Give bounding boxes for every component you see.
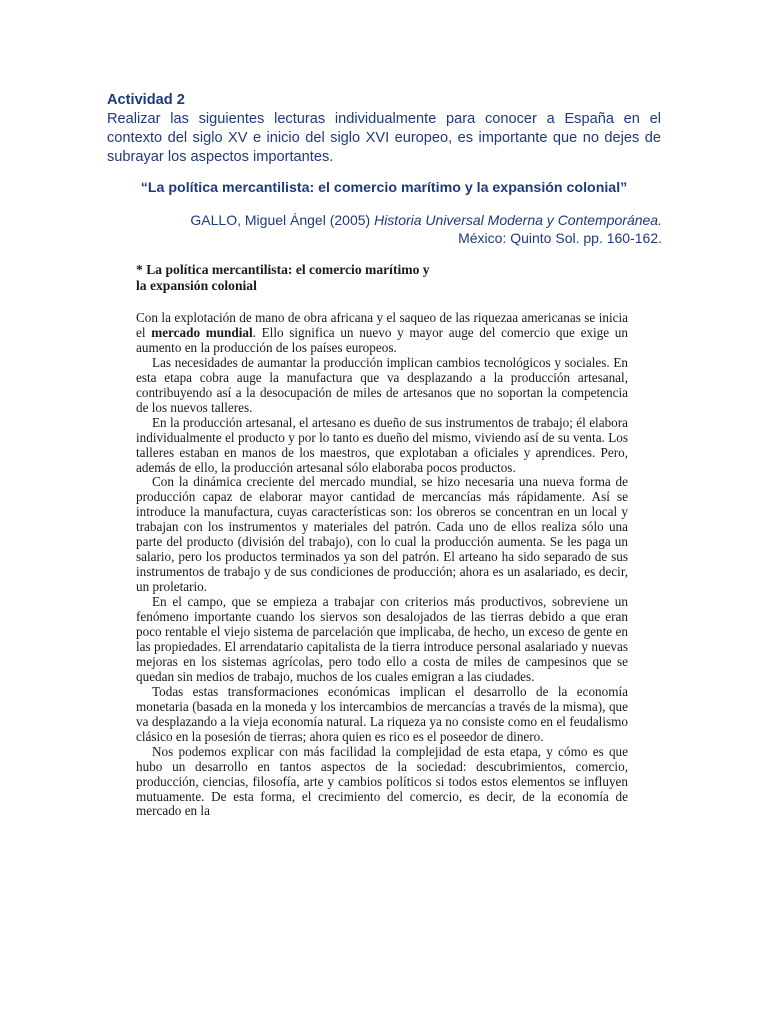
scan-paragraph-4: Con la dinámica creciente del mercado mundial, se hizo necesaria una nueva forma de producción capaz de elaborar mayor cantidad de mercancías más rápidamente. Así se introduce la manufactura, cuyas características son: los obreros se concentran en un local y trabajan con los instrumentos y materiales del patrón. Cada uno de ellos realiza sólo una parte del producto (división del trabajo), con lo cual la producción aumenta. Se les paga un salario, pero los productos terminados ya son del patrón. El arteano ha sido separado de sus instrumentos de trabajo y de sus condiciones de producción; ahora es un asalariado, es decir, un proletario.	[136, 474, 628, 595]
scan-title-line-2: la expansión colonial	[136, 277, 257, 293]
scan-paragraph-2: Las necesidades de aumantar la producción implican cambios tecnológicos y sociales. En esta etapa cobra auge la manufactura que va desplazando a la producción artesanal, contribuyendo así a la desocupación de miles de artesanos que no soportan la competencia de los nuevos talleres.	[136, 354, 628, 415]
citation-author-year: GALLO, Miguel Ángel (2005)	[190, 212, 375, 228]
citation-line-1	[102, 211, 662, 229]
scan-paragraph-6: Todas estas transformaciones económicas implican el desarrollo de la economía monetaria (basada en la moneda y los intercambios de mercancías a través de la misma), que va desplazando a la vieja economía natural. La riqueza ya no consiste como en el feudalismo clásico en la posesión de tierras; ahora quien es rico es el poseedor de dinero.	[136, 683, 628, 744]
activity-instructions: Realizar las siguientes lecturas individualmente para conocer a España en el contexto del siglo XV e inicio del siglo XVI europeo, es importante que no dejes de subrayar los aspectos importantes.	[107, 111, 661, 165]
reading-citation	[102, 211, 662, 247]
scanned-book-page	[136, 262, 628, 819]
scan-paragraph-1	[136, 311, 628, 356]
citation-book-title: Historia Universal Moderna y Contemporánea.	[374, 212, 662, 228]
scan-paragraph-5: En el campo, que se empieza a trabajar con criterios más productivos, sobreviene un fenómeno importante cuando los siervos son desalojados de las tierras debido a que eran poco rentable el viejo sistema de parcelación que implicaba, de hecho, un exceso de gente en las propiedades. El arrendatario capitalista de la tierra introduce personal asalariado y nuevas mejoras en los sistemas agrícolas, pero todo ello a costa de miles de campesinos que se quedan sin medios de trabajo, muchos de los cuales emigran a las ciudades.	[136, 594, 628, 684]
scan-title-line-1: * La política mercantilista: el comercio marítimo y	[136, 262, 430, 277]
scan-title	[136, 262, 628, 293]
scan-paragraph-7: Nos podemos explicar con más facilidad la complejidad de esta etapa, y cómo es que hubo un desarrollo en tantos aspectos de la sociedad: descubrimientos, comercio, producción, ciencias, filosofía, arte y cambios políticos si todos estos elementos se influyen mutuamente. De esta forma, el crecimiento del comercio, es decir, de la economía de mercado en la	[136, 743, 628, 819]
scan-p1-start: Con la explotación de mano de obra africana y el saqueo de las riquezaa americanas se inicia el	[136, 310, 628, 340]
scan-p1-bold-term: mercado mundial	[151, 324, 253, 340]
activity-section	[107, 91, 661, 167]
scan-p1-end: . Ello significa un nuevo y mayor auge del comercio que exige un aumento en la producción de los países europeos.	[136, 324, 628, 355]
reading-title: “La política mercantilista: el comercio marítimo y la expansión colonial”	[140, 180, 628, 196]
scan-paragraph-3: En la producción artesanal, el artesano es dueño de sus instrumentos de trabajo; él elabora individualmente el producto y por lo tanto es dueño del mismo, viviendo así de su venta. Los talleres estaban en manos de los maestros, que explotaban a oficiales y aprendices. Pero, además de ello, la producción artesanal sólo elaboraba pocos productos.	[136, 414, 628, 475]
citation-publisher: México: Quinto Sol. pp. 160-162.	[458, 230, 662, 246]
activity-heading: Actividad 2	[107, 92, 185, 108]
